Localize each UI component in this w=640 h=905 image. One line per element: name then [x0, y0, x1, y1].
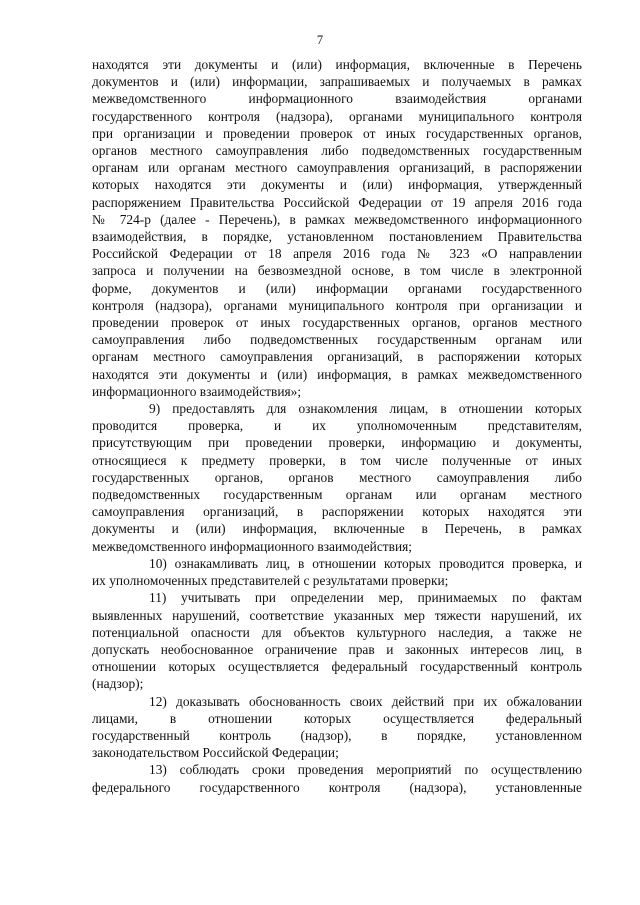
- text-line: допускать необоснованное ограничение прав и законных интересов лиц, в: [92, 641, 582, 657]
- text-line: документы и (или) информация, включенные в Перечень, в рамках: [92, 521, 582, 537]
- text-line: их уполномоченных представителей с результатами проверки;: [92, 573, 449, 589]
- text-line: отношении которых осуществляется федеральный государственный контроль: [92, 659, 582, 675]
- text-line: государственного контроля (надзора), органами муниципального контроля: [92, 108, 582, 124]
- text-line: (надзор);: [92, 676, 144, 692]
- text-line: 13) соблюдать сроки проведения мероприятий по осуществлению: [149, 762, 582, 778]
- text-line: находятся эти документы и (или) информация, в рамках межведомственного: [92, 366, 582, 382]
- text-line: взаимодействия, в порядке, установленном постановлением Правительства: [92, 229, 582, 245]
- text-line: относящиеся к предмету проверки, в том числе полученные от иных: [92, 452, 582, 468]
- text-line: подведомственных государственным органам или органам местного: [92, 487, 582, 503]
- text-line: проводится проверка, и их уполномоченным представителям,: [92, 418, 582, 434]
- text-line: присутствующим при проведении проверки, информацию и документы,: [92, 435, 582, 451]
- text-line: 12) доказывать обоснованность своих действий при их обжаловании: [149, 693, 582, 709]
- text-line: при организации и проведении проверок от иных государственных органов,: [92, 125, 582, 141]
- text-line: выявленных нарушений, соответствие указанных мер тяжести нарушений, их: [92, 607, 582, 623]
- text-line: государственных органов, органов местного самоуправления либо: [92, 469, 582, 485]
- text-line: запроса и получении на безвозмездной основе, в том числе в электронной: [92, 263, 582, 279]
- text-line: проведении проверок от иных государственных органов, органов местного: [92, 315, 582, 331]
- text-line: 9) предоставлять для ознакомления лицам, в отношении которых: [149, 401, 582, 417]
- text-line: находятся эти документы и (или) информация, включенные в Перечень: [92, 57, 582, 72]
- text-line: которых находятся эти документы и (или) информация, утвержденный: [92, 177, 582, 193]
- text-line: самоуправления либо подведомственных государственным органам или: [92, 332, 582, 348]
- text-line: органам местного самоуправления организаций, в распоряжении которых: [92, 349, 582, 365]
- text-line: потенциальной опасности для объектов культурного наследия, а также не: [92, 624, 582, 640]
- text-line: федерального государственного контроля (надзора), установленные: [92, 779, 582, 795]
- page-number: 7: [316, 33, 324, 47]
- text-line: документов и (или) информации, запрашиваемых и получаемых в рамках: [92, 74, 582, 90]
- text-line: 10) ознакамливать лиц, в отношении которых проводится проверка, и: [149, 555, 582, 571]
- text-line: контроля (надзора), органами муниципального контроля при организации и: [92, 297, 582, 313]
- body-text: [92, 56, 582, 796]
- text-line: государственный контроль (надзор), в порядке, установленном: [92, 727, 582, 743]
- text-line: распоряжением Правительства Российской Федерации от 19 апреля 2016 года: [92, 194, 582, 210]
- text-line: органам или органам местного самоуправления организаций, в распоряжении: [92, 160, 582, 176]
- text-line: межведомственного информационного взаимодействия органами: [92, 91, 582, 107]
- text-line: 11) учитывать при определении мер, принимаемых по фактам: [149, 590, 582, 606]
- text-line: Российской Федерации от 18 апреля 2016 года № 323 «О направлении: [92, 246, 582, 262]
- text-line: законодательством Российской Федерации;: [92, 745, 339, 761]
- text-line: форме, документов и (или) информации органами государственного: [92, 280, 582, 296]
- text-line: № 724-р (далее - Перечень), в рамках межведомственного информационного: [92, 211, 582, 227]
- text-line: самоуправления организаций, в распоряжении которых находятся эти: [92, 504, 582, 520]
- text-line: межведомственного информационного взаимодействия;: [92, 538, 412, 554]
- text-line: органов местного самоуправления либо подведомственных государственным: [92, 143, 582, 159]
- text-line: информационного взаимодействия»;: [92, 383, 302, 399]
- text-line: лицами, в отношении которых осуществляется федеральный: [92, 710, 582, 726]
